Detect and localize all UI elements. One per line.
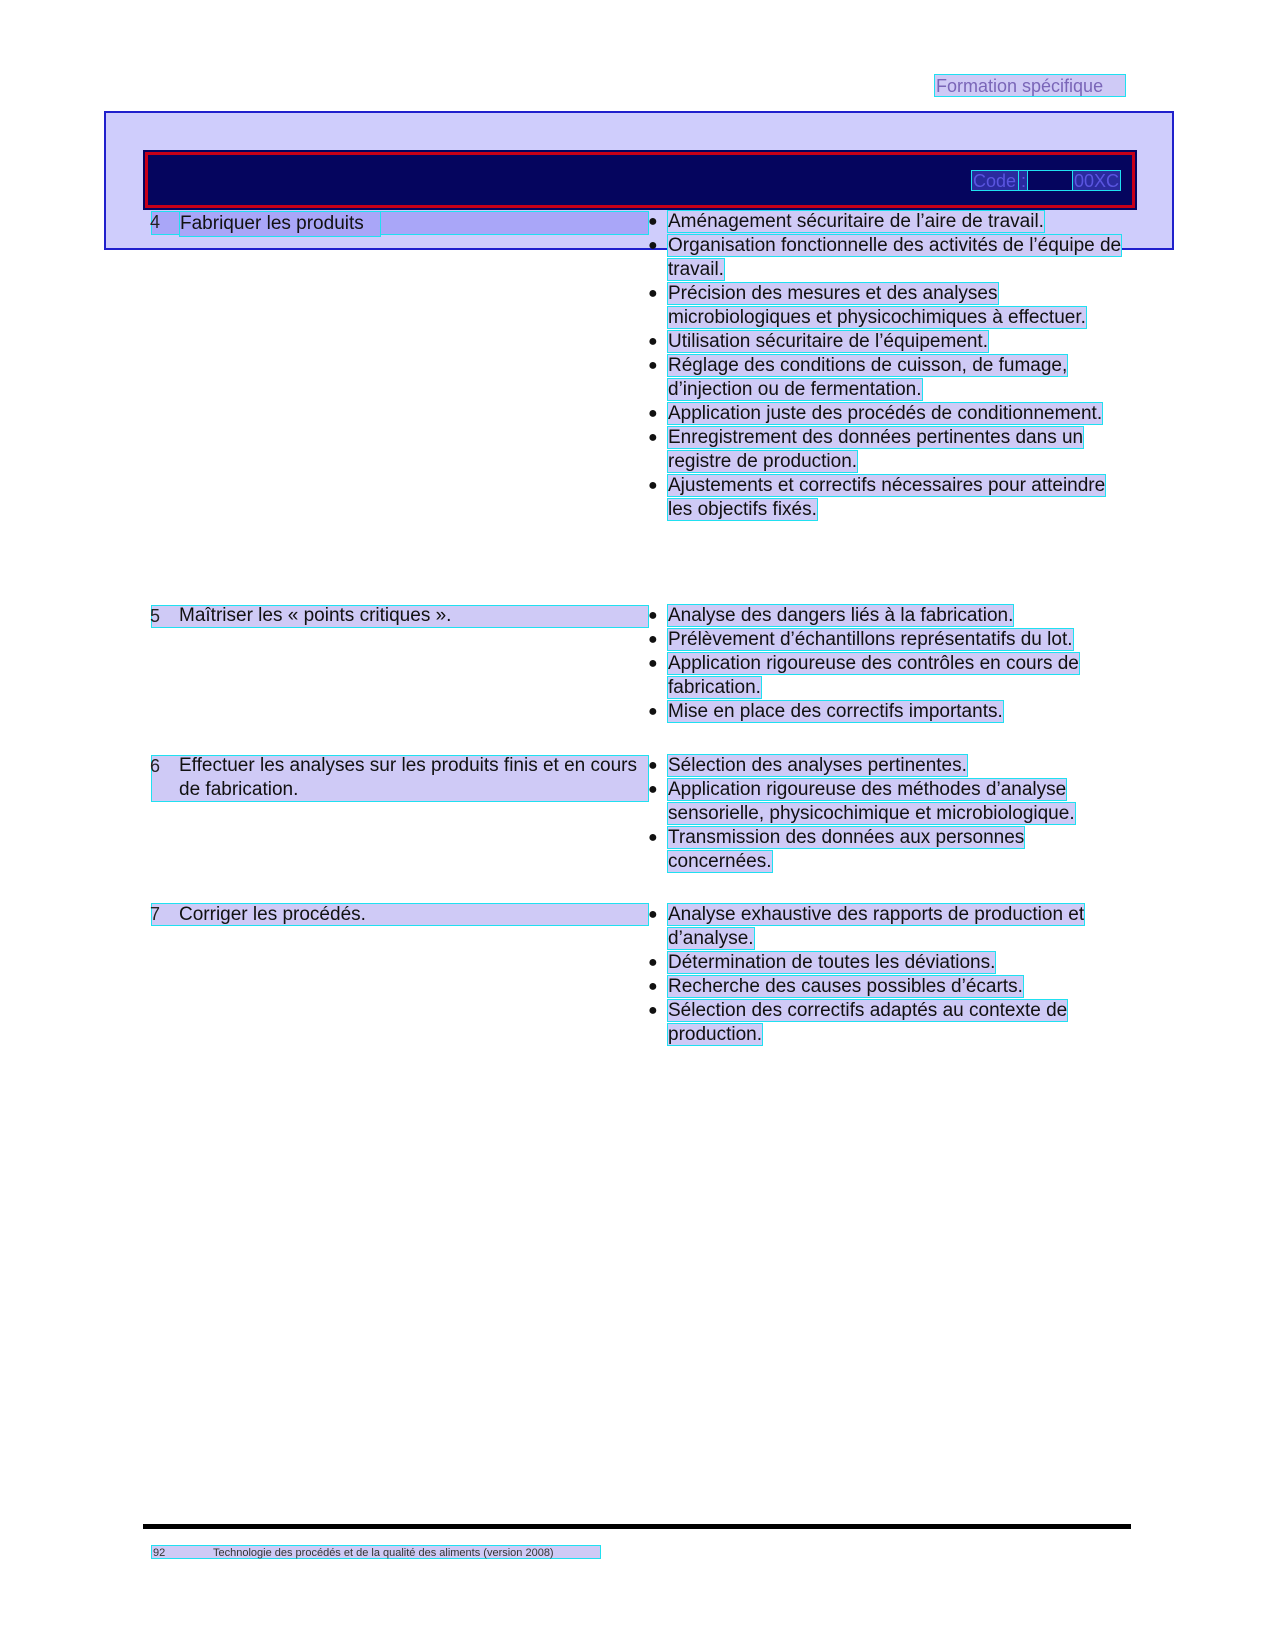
code-value: 00XC [1074,171,1120,191]
list-item: ● Transmission des données aux personnes concernées. [648,827,1025,872]
document-title: Technologie des procédés et de la qualité des aliments (version 2008) [213,1547,554,1559]
list-item: ● Analyse des dangers liés à la fabrication. [648,605,1014,626]
bullet-icon: ● [648,213,658,230]
element-number: 4 [150,212,161,232]
list-item: ● Ajustements et correctifs nécessaires pour atteindre les objectifs fixés. [648,475,1106,520]
list-item: ● Organisation fonctionnelle des activités de l’équipe de travail. [648,235,1122,280]
list-item: ● Application juste des procédés de conditionnement. [648,403,1103,424]
list-item: ● Mise en place des correctifs importants. [648,701,1003,722]
list-item: ● Application rigoureuse des contrôles en cours de fabrication. [648,653,1079,698]
criteria-list [648,903,1128,1047]
list-item: ● Détermination de toutes les déviations. [648,952,996,973]
bullet-icon: ● [648,607,658,624]
list-item: ● Réglage des conditions de cuisson, de fumage, d’injection ou de fermentation. [648,355,1068,400]
code-label: Code : [973,171,1027,191]
bullet-icon: ● [648,285,658,302]
bullet-icon: ● [648,978,658,995]
bullet-icon: ● [648,333,658,350]
bullet-icon: ● [648,357,658,374]
bullet-icon: ● [648,429,658,446]
element-title: Fabriquer les produits [179,211,381,237]
footer-rule [143,1524,1131,1529]
criteria-list [648,604,1128,724]
footer [151,1545,601,1559]
list-item: ● Application rigoureuse des méthodes d’analyse sensorielle, physicochimique et microbiologique. [648,779,1075,824]
list-item: ● Recherche des causes possibles d’écarts. [648,976,1023,997]
element-title: Corriger les procédés. [179,904,366,925]
element-number: 5 [150,606,161,626]
bullet-icon: ● [648,477,658,494]
bullet-icon: ● [648,405,658,422]
code-separator [1018,170,1076,191]
bullet-icon: ● [648,1002,658,1019]
element-number: 6 [150,756,161,776]
list-item: ● Enregistrement des données pertinentes dans un registre de production. [648,427,1084,472]
element-number: 7 [150,904,161,924]
bullet-icon: ● [648,906,658,923]
list-item: ● Sélection des analyses pertinentes. [648,755,967,776]
bullet-icon: ● [648,237,658,254]
list-item: ● Aménagement sécuritaire de l’aire de travail. [648,211,1044,232]
section-header: Formation spécifique [934,74,1126,97]
bullet-icon: ● [648,781,658,798]
list-item: ● Analyse exhaustive des rapports de production et d’analyse. [648,904,1085,949]
bullet-icon: ● [648,757,658,774]
bullet-icon: ● [648,829,658,846]
bullet-icon: ● [648,631,658,648]
criteria-list [648,210,1128,522]
bullet-icon: ● [648,655,658,672]
criteria-list [648,754,1128,874]
list-item: ● Précision des mesures et des analyses microbiologiques et physicochimiques à effectuer. [648,283,1086,328]
bullet-icon: ● [648,954,658,971]
list-item: ● Prélèvement d’échantillons représentatifs du lot. [648,629,1073,650]
list-item: ● Utilisation sécuritaire de l’équipement. [648,331,988,352]
bullet-icon: ● [648,703,658,720]
page-number: 92 [153,1547,166,1559]
list-item: ● Sélection des correctifs adaptés au contexte de production. [648,1000,1068,1045]
element-title: Maîtriser les « points critiques ». [179,605,452,626]
element-title: Effectuer les analyses sur les produits finis et en cours de fabrication. [179,755,637,800]
